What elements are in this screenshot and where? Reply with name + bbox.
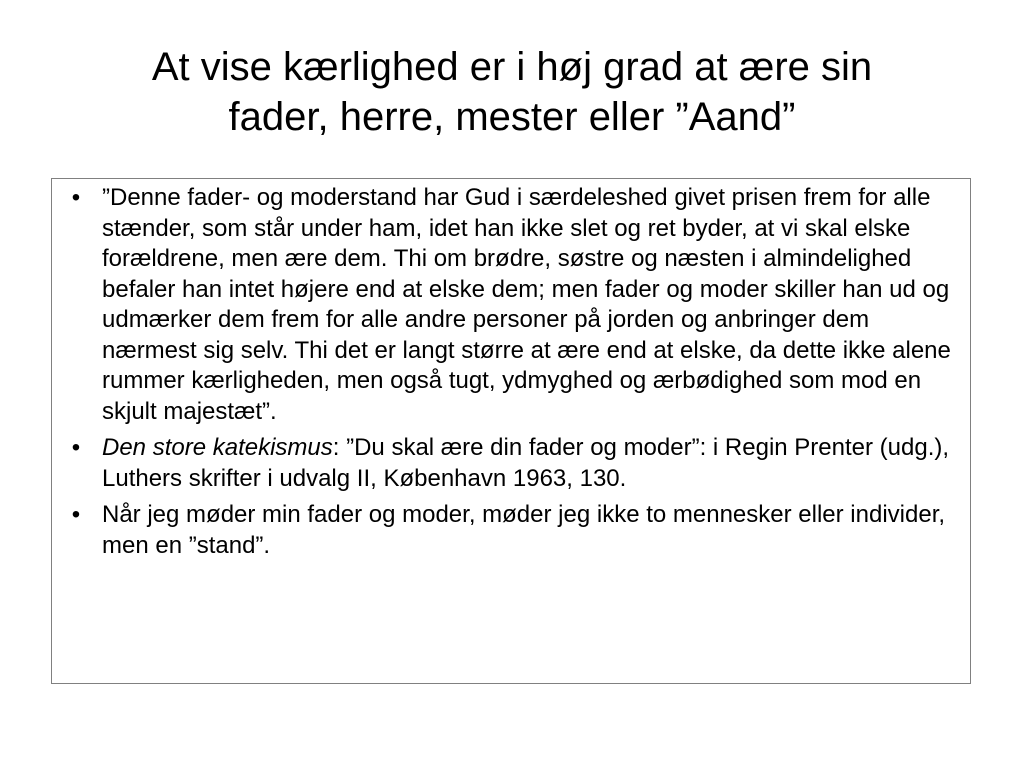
bullet-text: Når jeg møder min fader og moder, møder jeg ikke to mennesker eller individer, men en ”stand”. <box>102 501 946 559</box>
bullet-item-stand <box>66 500 968 561</box>
slide-title-line-2: fader, herre, mester eller ”Aand” <box>228 95 796 139</box>
bullet-dot-icon: • <box>71 434 81 461</box>
bullet-dot-icon: • <box>71 184 81 211</box>
content-text-box <box>51 178 971 684</box>
bullet-text: ”Denne fader- og moderstand har Gud i særdeleshed givet prisen frem for alle stænder, som står under ham, idet han ikke slet og ret byder, at vi skal elske forældrene, men ære dem. Thi om brødre, søstre og næsten i almindelighed befaler han intet højere end at elske dem; men fader og moder skiller han ud og udmærker dem frem for alle andre personer på jorden og anbringer dem nærmest sig selv. Thi det er langt større at ære end at elske, da dette ikke alene rummer kærligheden, men også tugt, ydmyghed og ærbødighed som mod en skjult majestæt”. <box>102 184 951 425</box>
bullet-dot-icon: • <box>71 501 81 528</box>
bullet-list <box>66 183 968 567</box>
slide-title <box>60 42 964 142</box>
bullet-text: : ”Du skal ære din fader og moder”: i Regin Prenter (udg.), Luthers skrifter i udvalg II, København 1963, 130. <box>102 434 950 492</box>
slide-title-line-1: At vise kærlighed er i høj grad at ære sin <box>151 45 873 89</box>
bullet-item-source <box>66 433 968 494</box>
bullet-item-quote <box>66 183 968 427</box>
source-title: Den store katekismus <box>102 434 333 461</box>
